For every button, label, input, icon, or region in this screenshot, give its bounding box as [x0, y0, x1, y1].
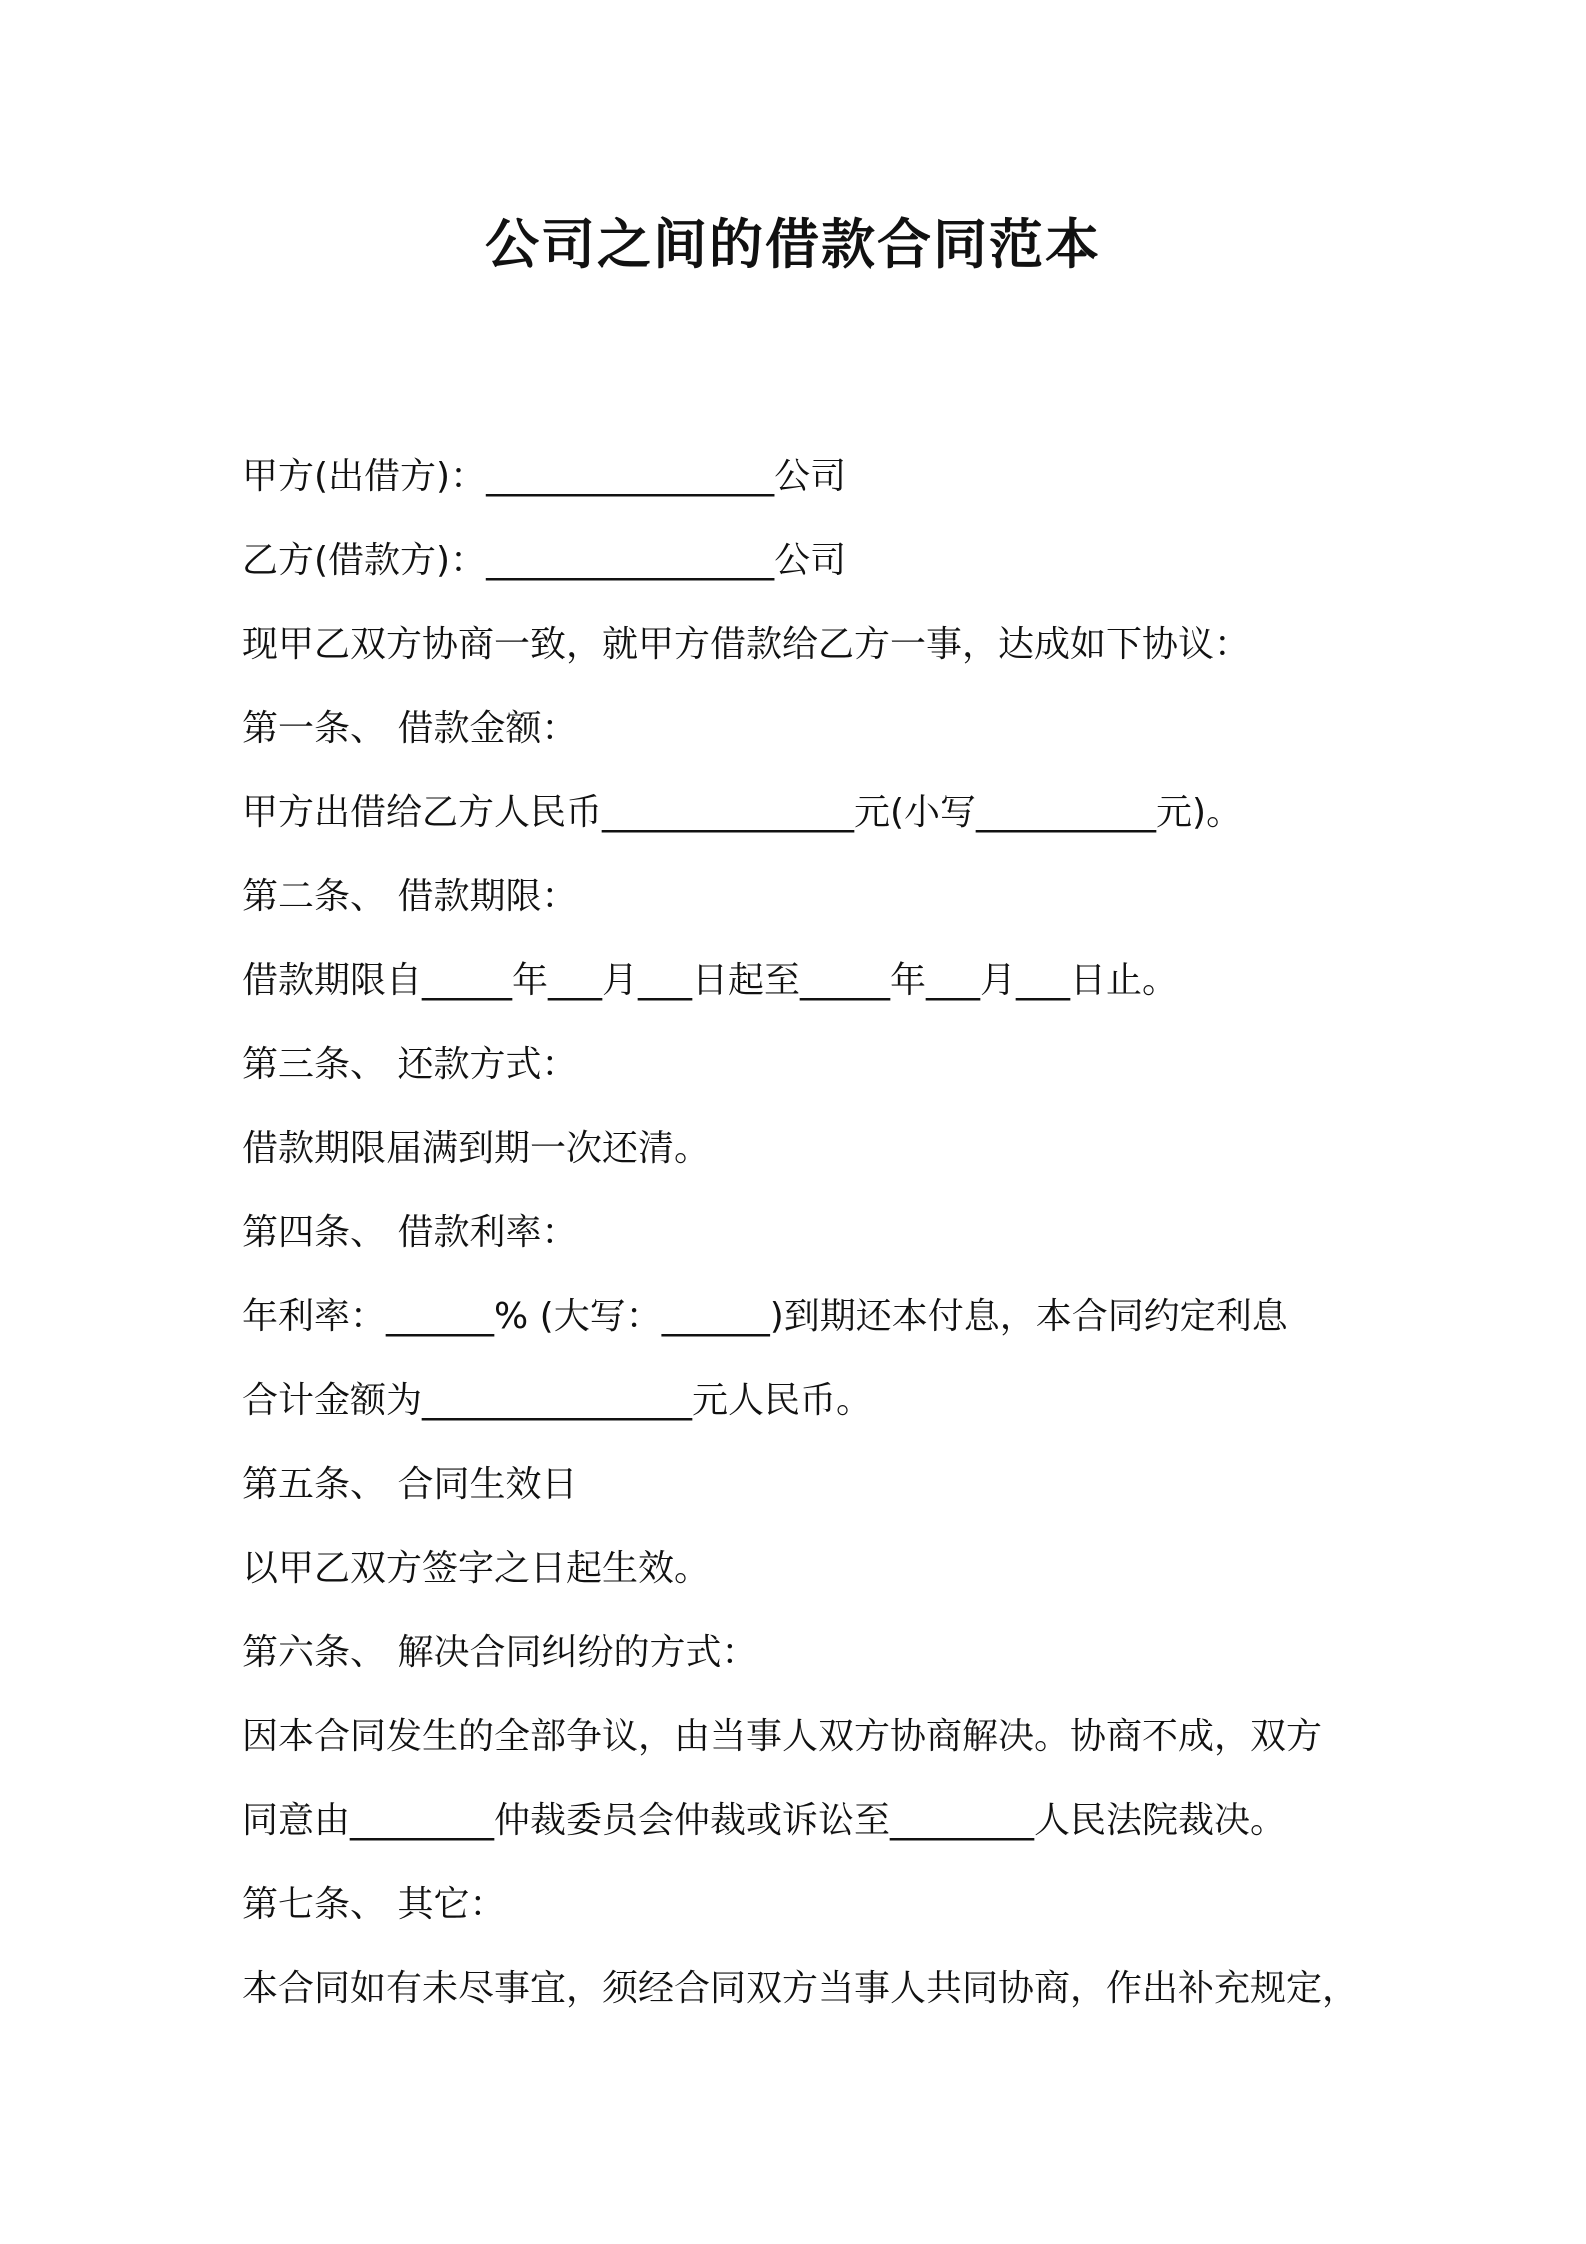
article-5-heading: 第五条、 合同生效日	[242, 1464, 578, 1505]
article-2-body: 借款期限自_____年___月___日起至_____年___月___日止。	[242, 960, 1179, 1001]
article-4-heading: 第四条、 借款利率：	[242, 1212, 578, 1253]
article-4-body-2: 合计金额为_______________元人民币。	[242, 1380, 873, 1421]
document-title: 公司之间的借款合同范本	[485, 213, 1101, 276]
article-5-body: 以甲乙双方签字之日起生效。	[242, 1548, 711, 1589]
article-7-body: 本合同如有未尽事宜，须经合同双方当事人共同协商，作出补充规定，	[242, 1968, 1359, 2009]
article-3-heading: 第三条、 还款方式：	[242, 1044, 578, 1085]
party-a-line: 甲方(出借方)：________________公司	[242, 456, 847, 497]
article-6-body-1: 因本合同发生的全部争议，由当事人双方协商解决。协商不成，双方	[242, 1716, 1323, 1757]
article-1-body: 甲方出借给乙方人民币______________元(小写__________元)。	[242, 792, 1243, 833]
article-7-heading: 第七条、 其它：	[242, 1884, 506, 1925]
article-2-heading: 第二条、 借款期限：	[242, 876, 578, 917]
article-4-body-1: 年利率：______% (大写：______)到期还本付息，本合同约定利息	[242, 1296, 1288, 1337]
article-6-body-2: 同意由________仲裁委员会仲裁或诉讼至________人民法院裁决。	[242, 1800, 1287, 1841]
party-b-line: 乙方(借款方)：________________公司	[242, 540, 847, 581]
agreement-intro: 现甲乙双方协商一致，就甲方借款给乙方一事，达成如下协议：	[242, 624, 1251, 665]
article-1-heading: 第一条、 借款金额：	[242, 708, 578, 749]
article-3-body: 借款期限届满到期一次还清。	[242, 1128, 711, 1169]
article-6-heading: 第六条、 解决合同纠纷的方式：	[242, 1632, 758, 1673]
